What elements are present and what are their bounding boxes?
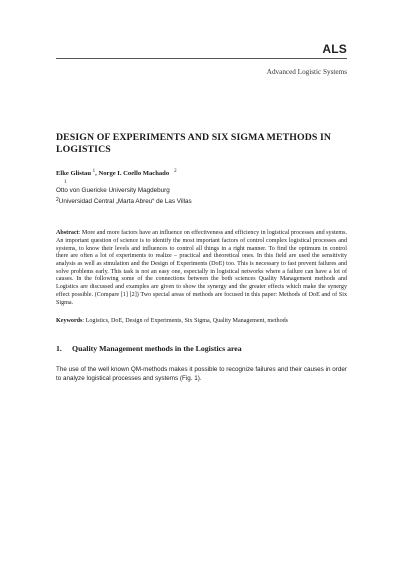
author-name: Norge I. Coello Machado [98, 170, 170, 177]
section-title: Quality Management methods in the Logistics area [72, 343, 242, 353]
keywords [56, 318, 347, 326]
author-affiliation-marker: 1 [92, 169, 96, 174]
body-paragraph: The use of the well known QM-methods makes it possible to recognize failures and their causes in order to analyze logistical processes and systems (Fig. 1). [56, 365, 347, 382]
running-head: Advanced Logistic Systems [266, 68, 347, 76]
section-number: 1. [56, 343, 62, 353]
affiliation: Otto von Guericke University Magdeburg [56, 187, 170, 194]
paper-content [56, 132, 347, 389]
affiliation: $^2$Universidad Central „Marta Abreu“ de Las Villas [56, 196, 192, 205]
author-line [56, 169, 347, 177]
section-heading [56, 344, 347, 353]
header-rule [56, 58, 347, 59]
author-separator: , [95, 170, 99, 177]
author-name: Elke Glistau [56, 170, 91, 177]
abstract [56, 230, 347, 307]
journal-logo: ALS [322, 42, 347, 56]
keywords-label: Keywords [56, 318, 83, 325]
paper-title: DESIGN OF EXPERIMENTS AND SIX SIGMA METHODS IN LOGISTICS [56, 132, 332, 155]
keywords-text: : Logistics, DoE, Design of Experiments, Six Sigma, Quality Management, methods [82, 318, 289, 325]
abstract-label: Abstract [56, 230, 79, 237]
author-affiliation-marker: 2 [174, 169, 177, 174]
abstract-text: : More and more factors have an influence on effectiveness and efficiency in logistical processes and systems. An important question of science is to identify the most important factors of control complex logistical processes and systems, to know their levels and influences to control all things in a right manner. To find the optimum in control there are often a lot of experiments to realize – practical and theoretical ones. In this field are used the sensitivity analysis as well as simulation and the Design of Experiments (DoE) too. This is necessary to fast prevent failures and solve problems early. This task is not an easy one, especially in logistical networks where a failure can have a lot of causes. In the following some of the connections between the both sciences Quality Management methods and Logistics are discussed and examples are given to show the synergy and the greater effects which make the synergy effect possible. (Compare [1] [2]) Two special areas of methods are focused in this paper: Methods of DoE and of Six Sigma. [56, 230, 347, 306]
affiliation-marker: 1 [64, 179, 67, 185]
